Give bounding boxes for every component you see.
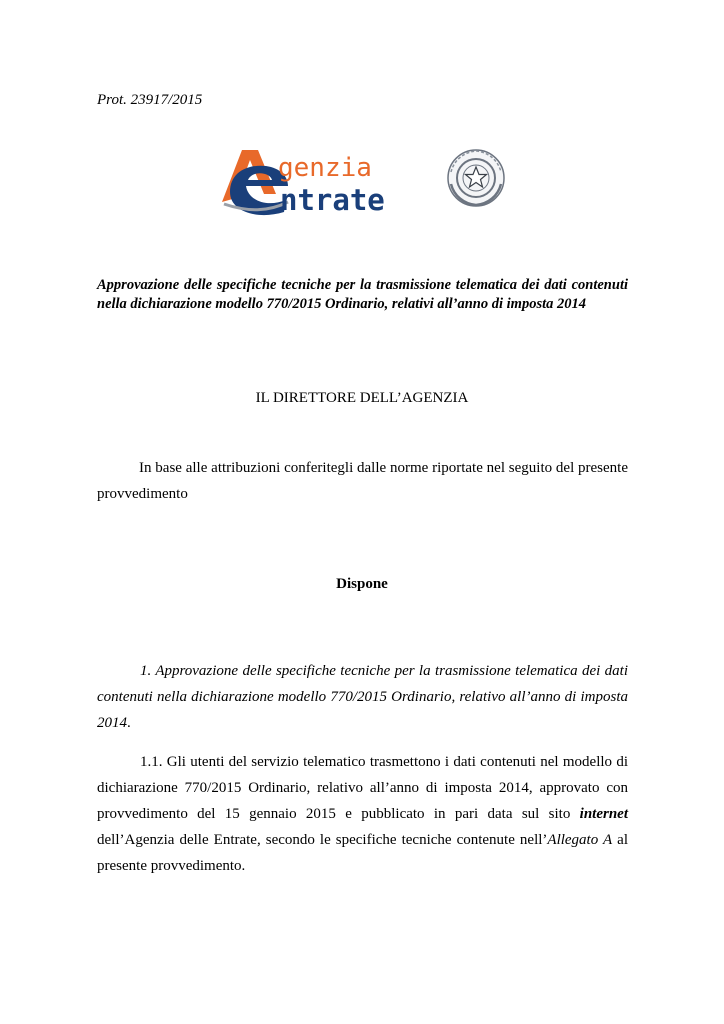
logo-text-line2: ntrate xyxy=(280,183,385,217)
director-heading: IL DIRETTORE DELL’AGENZIA xyxy=(255,390,469,406)
section-1-title xyxy=(97,658,628,736)
section-1-title-text: 1. Approvazione delle specifiche tecniche per la trasmissione telematica dei dati contenuti nella dichiarazione modello 770/2015 Ordinario, relativo all’anno di imposta 2014 xyxy=(97,663,628,731)
dispone-heading: Dispone xyxy=(336,576,388,592)
logo-text-line1: genzia xyxy=(278,153,372,183)
document-subject: Approvazione delle specifiche tecniche per la trasmissione telematica dei dati contenuti nella dichiarazione modello 770/2015 Ordinario, relativi all’anno di imposta 2014 xyxy=(97,277,628,312)
section-1-1-part1: 1.1. Gli utenti del servizio telematico trasmettono i dati contenuti nel modello di dichiarazione 770/2015 Ordinario, relativo all’anno di imposta 2014, approvato con provvedimento del 15 gennaio 2015 e pubblicato in pari data sul sito xyxy=(97,754,628,822)
internet-term: internet xyxy=(579,806,628,822)
section-1-1-part3: al presente provvedimento. xyxy=(97,832,629,874)
section-1-title-period: . xyxy=(127,715,131,731)
intro-paragraph: In base alle attribuzioni conferitegli dalle norme riportate nel seguito del presente provvedimento xyxy=(97,460,628,502)
section-1-1-paragraph xyxy=(97,749,628,879)
agenzia-entrate-logo xyxy=(218,142,510,218)
protocol-number: Prot. 23917/2015 xyxy=(97,92,203,108)
republic-emblem-icon xyxy=(448,150,504,206)
section-1-1-part2: dell’Agenzia delle Entrate, secondo le specifiche tecniche contenute nell’ xyxy=(97,832,548,848)
allegato-a-ref: Allegato A xyxy=(547,832,613,848)
